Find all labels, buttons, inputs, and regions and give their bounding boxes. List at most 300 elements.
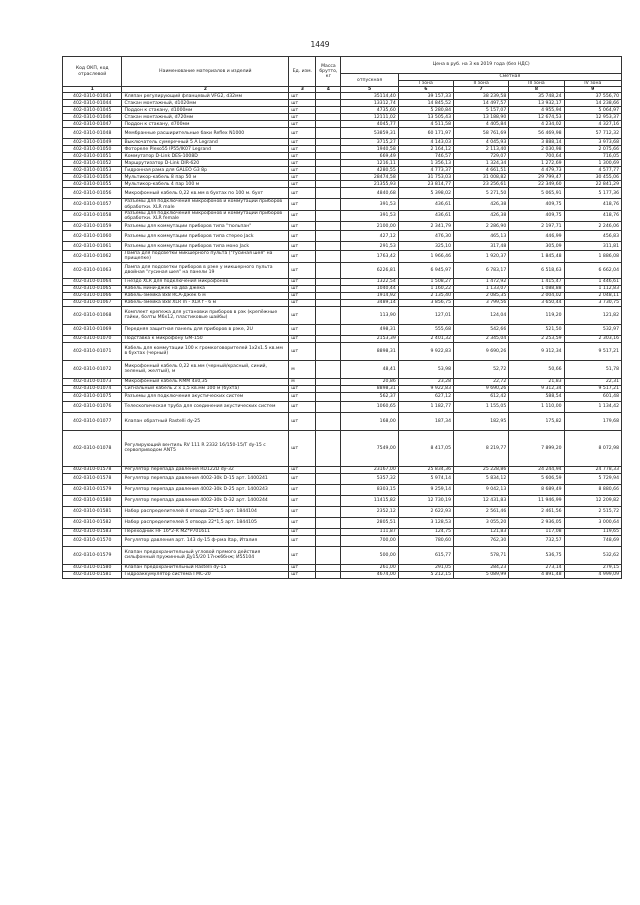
table-row — [63, 167, 622, 174]
price-zone-1: 5 974,14 — [398, 473, 453, 484]
price-zone-1: 4 143,03 — [398, 139, 453, 146]
price-sales: 5357,32 — [341, 473, 398, 484]
item-name: Набор распределителей 4 отвода 22*1,5 арт. 1844104 — [122, 506, 289, 517]
price-zone-2: 2 113,40 — [454, 146, 509, 153]
item-mass — [316, 517, 341, 528]
table-row — [63, 385, 622, 392]
price-zone-4: 3 000,64 — [564, 517, 621, 528]
table-row — [63, 401, 622, 412]
price-sales: 500,00 — [341, 546, 398, 564]
price-zone-4: 51,78 — [564, 360, 621, 378]
table-row — [63, 121, 622, 128]
item-code: 402-0310-01059 — [63, 222, 122, 231]
item-unit: шт — [289, 299, 316, 306]
price-zone-3: 305,09 — [509, 242, 564, 251]
item-mass — [316, 564, 341, 571]
price-sales: 168,00 — [341, 412, 398, 430]
table-row — [63, 160, 622, 167]
header-zone-4: IV зона — [564, 81, 621, 87]
price-zone-3: 9 312,34 — [509, 342, 564, 360]
price-zone-2: 317,48 — [454, 242, 509, 251]
price-zone-3: 4 234,02 — [509, 121, 564, 128]
item-code: 402-0310-01070 — [63, 335, 122, 342]
price-zone-2: 8 219,77 — [454, 430, 509, 466]
item-name: Клапан предохранительный угловой прямого действия сильфонный пружинный Ду15/20 17нж6бнж; И55104 — [122, 546, 289, 564]
item-mass — [316, 324, 341, 335]
price-sales: 2153,39 — [341, 335, 398, 342]
price-zone-4: 748,69 — [564, 535, 621, 546]
item-name: Сигнальный кабель 2 х 1,5 кв.мм 100 м (бухта) — [122, 385, 289, 392]
price-zone-3: 1 272,69 — [509, 160, 564, 167]
price-zone-1: 615,77 — [398, 546, 453, 564]
price-zone-2: 729,07 — [454, 153, 509, 160]
price-zone-4: 456,83 — [564, 231, 621, 242]
item-code: 402-0310-01064 — [63, 278, 122, 285]
item-mass — [316, 181, 341, 188]
item-mass — [316, 251, 341, 262]
table-row — [63, 222, 622, 231]
price-zone-3: 119,20 — [509, 306, 564, 324]
item-name: Кабель-змейка 8x8 XLR m - XLR f - 6 м — [122, 299, 289, 306]
item-mass — [316, 114, 341, 121]
item-code: 402-0310-01056 — [63, 188, 122, 199]
item-unit: шт — [289, 146, 316, 153]
price-sales: 2100,00 — [341, 222, 398, 231]
price-zone-4: 4 577,77 — [564, 167, 621, 174]
price-zone-1: 436,61 — [398, 199, 453, 210]
table-row — [63, 306, 622, 324]
price-zone-1: 9 922,83 — [398, 342, 453, 360]
price-zone-1: 9 922,83 — [398, 385, 453, 392]
price-zone-2: 5 271,50 — [454, 188, 509, 199]
price-zone-3: 5 065,91 — [509, 188, 564, 199]
item-name: Стакан монтажный, d1020мм — [122, 100, 289, 107]
item-unit: шт — [289, 401, 316, 412]
price-zone-1: 1 356,13 — [398, 160, 453, 167]
item-mass — [316, 199, 341, 210]
price-sales: 1322,54 — [341, 278, 398, 285]
item-unit: шт — [289, 251, 316, 262]
col-number-2: 2 — [122, 87, 289, 93]
price-zone-1: 2 164,12 — [398, 146, 453, 153]
price-sales: 23167,00 — [341, 466, 398, 473]
table-row — [63, 535, 622, 546]
price-zone-2: 426,38 — [454, 199, 509, 210]
item-mass — [316, 528, 341, 535]
price-zone-1: 12 730,19 — [398, 495, 453, 506]
item-code: 402-0310-01046 — [63, 114, 122, 121]
price-sales: 12111,02 — [341, 114, 398, 121]
item-mass — [316, 100, 341, 107]
price-sales: 6226,81 — [341, 262, 398, 278]
price-zone-4: 9 517,21 — [564, 385, 621, 392]
price-zone-4: 22 841,29 — [564, 181, 621, 188]
table-row — [63, 181, 622, 188]
price-zone-2: 2 345,04 — [454, 335, 509, 342]
price-zone-3: 2 253,59 — [509, 335, 564, 342]
item-mass — [316, 466, 341, 473]
price-zone-3: 8 689,49 — [509, 484, 564, 495]
price-zone-1: 1 182,77 — [398, 401, 453, 412]
item-code: 402-0310-01050 — [63, 146, 122, 153]
col-number-8: 8 — [509, 87, 564, 93]
item-name: Кабель для коммутации 100 к громкоговорителей 1x2x1.5 кв.мм в бухтах (черный) — [122, 342, 289, 360]
item-mass — [316, 335, 341, 342]
item-name: Стакан монтажный, d720мм — [122, 114, 289, 121]
price-zone-4: 179,68 — [564, 412, 621, 430]
item-name: Разъемы для подключения микрофонов и коммутации приборов обработки. XLR female — [122, 210, 289, 221]
item-code: 402-0310-01060 — [63, 231, 122, 242]
price-zone-2: 542,66 — [454, 324, 509, 335]
item-name: Микрофонный кабель 0,22 кв.мм в бухтах по 100 м. бухт — [122, 188, 289, 199]
price-zone-4: 532,97 — [564, 324, 621, 335]
price-zone-3: 9 312,34 — [509, 385, 564, 392]
table-row — [63, 93, 622, 100]
item-mass — [316, 153, 341, 160]
item-name: Микрофонный кабель 0,22 кв.мм (черный/красный, синий, зеленый, желтый), м — [122, 360, 289, 378]
item-code: 402-0310-01061 — [63, 242, 122, 251]
price-zone-2: 25 228,86 — [454, 466, 509, 473]
price-zone-4: 5 177,36 — [564, 188, 621, 199]
price-zone-2: 14 497,57 — [454, 100, 509, 107]
header-name: Наименование материалов и изделий — [122, 57, 289, 87]
item-mass — [316, 292, 341, 299]
price-sales: 2352,12 — [341, 506, 398, 517]
price-zone-4: 2 075,66 — [564, 146, 621, 153]
price-zone-1: 2 622,93 — [398, 506, 453, 517]
table-row — [63, 231, 622, 242]
price-zone-2: 23 256,61 — [454, 181, 509, 188]
item-mass — [316, 385, 341, 392]
item-code: 402-0310-01580 — [63, 495, 122, 506]
item-code: 402-0310-01068 — [63, 306, 122, 324]
col-number-1: 1 — [63, 87, 122, 93]
table-row — [63, 412, 622, 430]
table-row — [63, 292, 622, 299]
price-zone-4: 12 209,82 — [564, 495, 621, 506]
item-name: Коммутатор D-Link DES-1008D — [122, 153, 289, 160]
price-zone-1: 13 505,43 — [398, 114, 453, 121]
item-unit: м — [289, 378, 316, 385]
item-name: Разъемы для подключения микрофонов и коммутации приборов обработки. XLR male — [122, 199, 289, 210]
price-zone-4: 5 064,97 — [564, 107, 621, 114]
price-zone-2: 612,42 — [454, 392, 509, 401]
item-code: 402-0310-01579 — [63, 484, 122, 495]
item-unit: шт — [289, 535, 316, 546]
price-zone-3: 21,83 — [509, 378, 564, 385]
price-sales: 113,90 — [341, 306, 398, 324]
price-zone-2: 182,95 — [454, 412, 509, 430]
price-zone-3: 4 955,94 — [509, 107, 564, 114]
price-zone-3: 700,64 — [509, 153, 564, 160]
item-mass — [316, 306, 341, 324]
table-row — [63, 100, 622, 107]
price-zone-3: 521,50 — [509, 324, 564, 335]
price-table — [62, 56, 622, 579]
item-mass — [316, 401, 341, 412]
price-zone-2: 58 761,69 — [454, 128, 509, 139]
price-zone-1: 2 401,32 — [398, 335, 453, 342]
price-sales: 1040,44 — [341, 285, 398, 292]
item-mass — [316, 285, 341, 292]
price-zone-1: 124,75 — [398, 528, 453, 535]
price-zone-3: 732,57 — [509, 535, 564, 546]
table-row — [63, 210, 622, 221]
item-mass — [316, 473, 341, 484]
price-zone-3: 175,82 — [509, 412, 564, 430]
item-code: 402-0310-01077 — [63, 412, 122, 430]
price-zone-4: 22,31 — [564, 378, 621, 385]
price-zone-3: 1 088,88 — [509, 285, 564, 292]
price-zone-3: 2 197,71 — [509, 222, 564, 231]
price-zone-2: 4 661,51 — [454, 167, 509, 174]
price-zone-2: 1 133,07 — [454, 285, 509, 292]
price-sales: 35114,40 — [341, 93, 398, 100]
price-sales: 2805,51 — [341, 517, 398, 528]
price-sales: 1763,42 — [341, 251, 398, 262]
price-sales: 1216,11 — [341, 160, 398, 167]
price-zone-1: 476,30 — [398, 231, 453, 242]
price-zone-4: 2 303,16 — [564, 335, 621, 342]
item-unit: шт — [289, 412, 316, 430]
table-row — [63, 285, 622, 292]
item-mass — [316, 93, 341, 100]
price-zone-2: 5 089,99 — [454, 571, 509, 578]
table-row — [63, 495, 622, 506]
table-row — [63, 199, 622, 210]
table-row — [63, 174, 622, 181]
table-row — [63, 262, 622, 278]
item-unit: шт — [289, 564, 316, 571]
item-unit: шт — [289, 222, 316, 231]
item-mass — [316, 378, 341, 385]
price-zone-4: 6 662,04 — [564, 262, 621, 278]
price-zone-3: 24 244,94 — [509, 466, 564, 473]
table-row — [63, 188, 622, 199]
table-row — [63, 299, 622, 306]
price-zone-4: 418,76 — [564, 199, 621, 210]
price-zone-3: 22 349,60 — [509, 181, 564, 188]
price-zone-1: 2 341,79 — [398, 222, 453, 231]
price-sales: 8898,31 — [341, 385, 398, 392]
price-zone-4: 2 048,11 — [564, 292, 621, 299]
price-zone-2: 1 155,05 — [454, 401, 509, 412]
price-zone-2: 121,83 — [454, 528, 509, 535]
price-zone-3: 4 479,73 — [509, 167, 564, 174]
price-zone-1: 3 128,53 — [398, 517, 453, 528]
item-mass — [316, 231, 341, 242]
item-code: 402-0310-01052 — [63, 160, 122, 167]
price-zone-2: 12 431,83 — [454, 495, 509, 506]
item-unit: шт — [289, 506, 316, 517]
item-name: Лампа для подсветки микшерного пульта ("гусиная шея" на прищепке) — [122, 251, 289, 262]
price-zone-2: 3 055,20 — [454, 517, 509, 528]
price-zone-4: 30 455,06 — [564, 174, 621, 181]
item-name: Кляпан регулирующий фланцевый VFG2, d32мм — [122, 93, 289, 100]
price-zone-4: 8 072,98 — [564, 430, 621, 466]
price-zone-1: 1 966,46 — [398, 251, 453, 262]
item-mass — [316, 571, 341, 578]
item-name: Гидроаккумулятор система ГМС-20 — [122, 571, 289, 578]
item-mass — [316, 495, 341, 506]
item-mass — [316, 188, 341, 199]
price-zone-2: 3 799,56 — [454, 299, 509, 306]
price-zone-3: 6 518,63 — [509, 262, 564, 278]
price-sales: 4674,00 — [341, 571, 398, 578]
price-zone-3: 117,08 — [509, 528, 564, 535]
item-code: 402-0310-01065 — [63, 285, 122, 292]
header-code: Код ОКП, код отраслевой — [63, 57, 122, 87]
item-unit: шт — [289, 167, 316, 174]
item-unit: шт — [289, 153, 316, 160]
table-row — [63, 392, 622, 401]
item-unit: шт — [289, 292, 316, 299]
table-row — [63, 342, 622, 360]
item-unit: шт — [289, 571, 316, 578]
item-name: Регулятор давления арт. 143 dy-15 ф-рма Itap, Италия — [122, 535, 289, 546]
item-name: Разъемы для подключения акустических систем — [122, 392, 289, 401]
price-zone-1: 555,68 — [398, 324, 453, 335]
price-zone-2: 9 690,26 — [454, 342, 509, 360]
item-mass — [316, 128, 341, 139]
price-zone-1: 25 834,36 — [398, 466, 453, 473]
item-code: 402-0310-01054 — [63, 174, 122, 181]
item-name: Подставка к микрофону GM-150 — [122, 335, 289, 342]
item-mass — [316, 146, 341, 153]
price-zone-1: 127,01 — [398, 306, 453, 324]
price-zone-2: 426,38 — [454, 210, 509, 221]
price-zone-3: 50,66 — [509, 360, 564, 378]
item-name: Кабель-змейка 8x8 RCA-Джек 6 м — [122, 292, 289, 299]
item-unit: шт — [289, 100, 316, 107]
item-code: 402-0310-01063 — [63, 262, 122, 278]
header-zone-3: III зона — [509, 81, 564, 87]
table-header — [63, 57, 622, 93]
item-code: 402-0310-01066 — [63, 292, 122, 299]
price-zone-1: 8 417,05 — [398, 430, 453, 466]
price-sales: 3489,14 — [341, 299, 398, 306]
price-zone-4: 3 730,75 — [564, 299, 621, 306]
price-zone-2: 9 042,13 — [454, 484, 509, 495]
item-name: Регулятор перепада давления 4002-30k D-25 арт. 1400243 — [122, 484, 289, 495]
item-code: 402-0310-01578 — [63, 473, 122, 484]
price-zone-4: 9 517,21 — [564, 342, 621, 360]
price-zone-3: 3 650,44 — [509, 299, 564, 306]
price-zone-4: 532,62 — [564, 546, 621, 564]
item-unit: шт — [289, 278, 316, 285]
table-row — [63, 242, 622, 251]
header-zone-2: II зона — [454, 81, 509, 87]
price-sales: 28474,58 — [341, 174, 398, 181]
price-zone-1: 1 508,27 — [398, 278, 453, 285]
item-code: 402-0310-01071 — [63, 342, 122, 360]
header-zone-1: I зона — [398, 81, 453, 87]
price-sales: 7549,00 — [341, 430, 398, 466]
price-sales: 8303,15 — [341, 484, 398, 495]
item-code: 402-0310-01579 — [63, 546, 122, 564]
col-number-4: 4 — [316, 87, 341, 93]
price-zone-3: 29 799,47 — [509, 174, 564, 181]
item-unit: шт — [289, 285, 316, 292]
table-row — [63, 484, 622, 495]
item-mass — [316, 342, 341, 360]
item-name: Микрофонный кабель КММ 4x0,35 — [122, 378, 289, 385]
item-unit: шт — [289, 484, 316, 495]
price-zone-2: 465,13 — [454, 231, 509, 242]
price-zone-3: 5 606,59 — [509, 473, 564, 484]
price-sales: 4045,77 — [341, 121, 398, 128]
item-code: 402-0310-01078 — [63, 430, 122, 466]
item-name: Мембранные расширительные баки Reflex N1000 — [122, 128, 289, 139]
price-zone-2: 578,71 — [454, 546, 509, 564]
price-zone-3: 273,14 — [509, 564, 564, 571]
item-code: 402-0310-01570 — [63, 535, 122, 546]
item-unit: м — [289, 360, 316, 378]
price-zone-4: 1 134,42 — [564, 401, 621, 412]
table-row — [63, 128, 622, 139]
price-zone-4: 8 880,66 — [564, 484, 621, 495]
item-name: Разъемы для коммутации приборов типа "тюльпан" — [122, 222, 289, 231]
price-zone-2: 124,04 — [454, 306, 509, 324]
item-unit: шт — [289, 128, 316, 139]
price-sales: 3715,27 — [341, 139, 398, 146]
price-zone-3: 409,75 — [509, 210, 564, 221]
price-sales: 669,49 — [341, 153, 398, 160]
item-mass — [316, 210, 341, 221]
item-unit: шт — [289, 199, 316, 210]
price-sales: 261,00 — [341, 564, 398, 571]
table-row — [63, 335, 622, 342]
item-code: 402-0310-01582 — [63, 517, 122, 528]
item-code: 402-0310-01074 — [63, 385, 122, 392]
price-zone-1: 31 753,03 — [398, 174, 453, 181]
price-zone-3: 2 461,56 — [509, 506, 564, 517]
item-mass — [316, 174, 341, 181]
item-code: 402-0310-01580 — [63, 564, 122, 571]
header-price-title: Цена в руб. на 3 кв 2019 года (без НДС) — [341, 57, 622, 74]
price-zone-2: 38 239,58 — [454, 93, 509, 100]
price-zone-2: 13 188,90 — [454, 114, 509, 121]
item-mass — [316, 121, 341, 128]
price-zone-3: 12 674,53 — [509, 114, 564, 121]
item-name: Выключатель сумеречный 5 А Legrand — [122, 139, 289, 146]
header-unit: Ед. изм. — [289, 57, 316, 87]
price-zone-1: 60 171,97 — [398, 128, 453, 139]
price-zone-2: 1 920,37 — [454, 251, 509, 262]
price-zone-1: 53,98 — [398, 360, 453, 378]
table-row — [63, 139, 622, 146]
table-row — [63, 528, 622, 535]
price-sales: 20,86 — [341, 378, 398, 385]
price-zone-3: 56 469,98 — [509, 128, 564, 139]
price-sales: 391,53 — [341, 199, 398, 210]
item-name: Фотореле Plexo55 IP55/IK07 Legrand — [122, 146, 289, 153]
item-unit: шт — [289, 306, 316, 324]
price-sales: 291,53 — [341, 242, 398, 251]
table-body — [63, 93, 622, 578]
item-name: Комплект крепежа для установки приборов в рэк (крепёжные гайки, болты M6x12, пластиковые шайбы) — [122, 306, 289, 324]
table-row — [63, 360, 622, 378]
item-mass — [316, 167, 341, 174]
table-row — [63, 278, 622, 285]
item-name: Кабель мини-джек на два джека — [122, 285, 289, 292]
item-unit: шт — [289, 93, 316, 100]
price-zone-3: 2 936,05 — [509, 517, 564, 528]
price-zone-2: 762,30 — [454, 535, 509, 546]
item-code: 402-0310-01055 — [63, 181, 122, 188]
table-row — [63, 571, 622, 578]
item-code: 402-0310-01049 — [63, 139, 122, 146]
